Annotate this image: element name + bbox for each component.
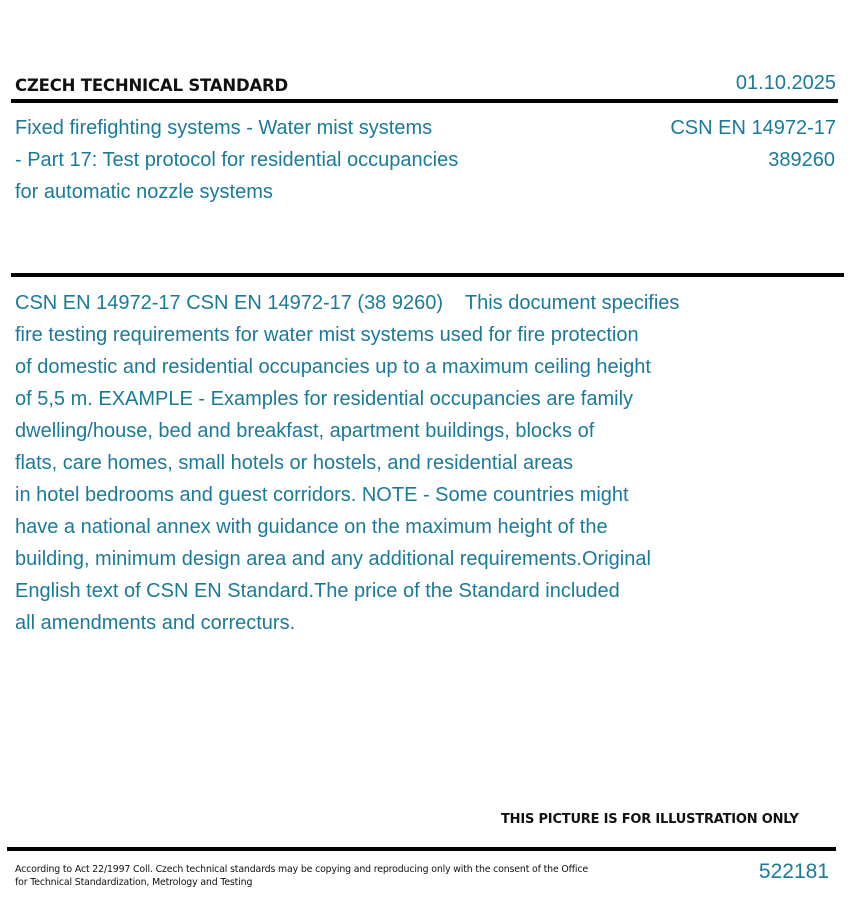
title-line: - Part 17: Test protocol for residential occupancies (15, 149, 459, 171)
footer-divider (7, 847, 836, 851)
abstract-line: of domestic and residential occupancies up to a maximum ceiling height (15, 356, 651, 378)
abstract-line: in hotel bedrooms and guest corridors. NOTE - Some countries might (15, 484, 629, 506)
title-line: Fixed firefighting systems - Water mist systems (15, 117, 433, 139)
legal-notice-line: for Technical Standardization, Metrology and Testing (15, 877, 253, 888)
standard-number: CSN EN 14972-17 (670, 117, 836, 139)
legal-notice-line: According to Act 22/1997 Coll. Czech technical standards may be copying and reproducing only with the consent of the Office (15, 864, 588, 875)
title-line: for automatic nozzle systems (15, 181, 273, 203)
abstract-line: dwelling/house, bed and breakfast, apartment buildings, blocks of (15, 420, 595, 442)
abstract-line: building, minimum design area and any additional requirements.Original (15, 548, 651, 570)
abstract-line: have a national annex with guidance on the maximum height of the (15, 516, 608, 538)
title-divider (11, 273, 844, 277)
classification-number: 389260 (768, 149, 835, 171)
publication-date: 01.10.2025 (735, 72, 836, 94)
abstract-line: of 5,5 m. EXAMPLE - Examples for residential occupancies are family (15, 388, 634, 410)
abstract-line: CSN EN 14972-17 CSN EN 14972-17 (38 9260) This document specifies (15, 292, 680, 314)
header-label: CZECH TECHNICAL STANDARD (15, 76, 289, 95)
document-id: 522181 (758, 860, 829, 883)
abstract-line: flats, care homes, small hotels or hostels, and residential areas (15, 452, 574, 474)
abstract-line: English text of CSN EN Standard.The price of the Standard included (15, 580, 620, 602)
abstract-line: fire testing requirements for water mist systems used for fire protection (15, 324, 639, 346)
illustration-notice: THIS PICTURE IS FOR ILLUSTRATION ONLY (501, 812, 799, 827)
header-divider (11, 99, 838, 103)
abstract-line: all amendments and correcturs. (15, 612, 296, 634)
